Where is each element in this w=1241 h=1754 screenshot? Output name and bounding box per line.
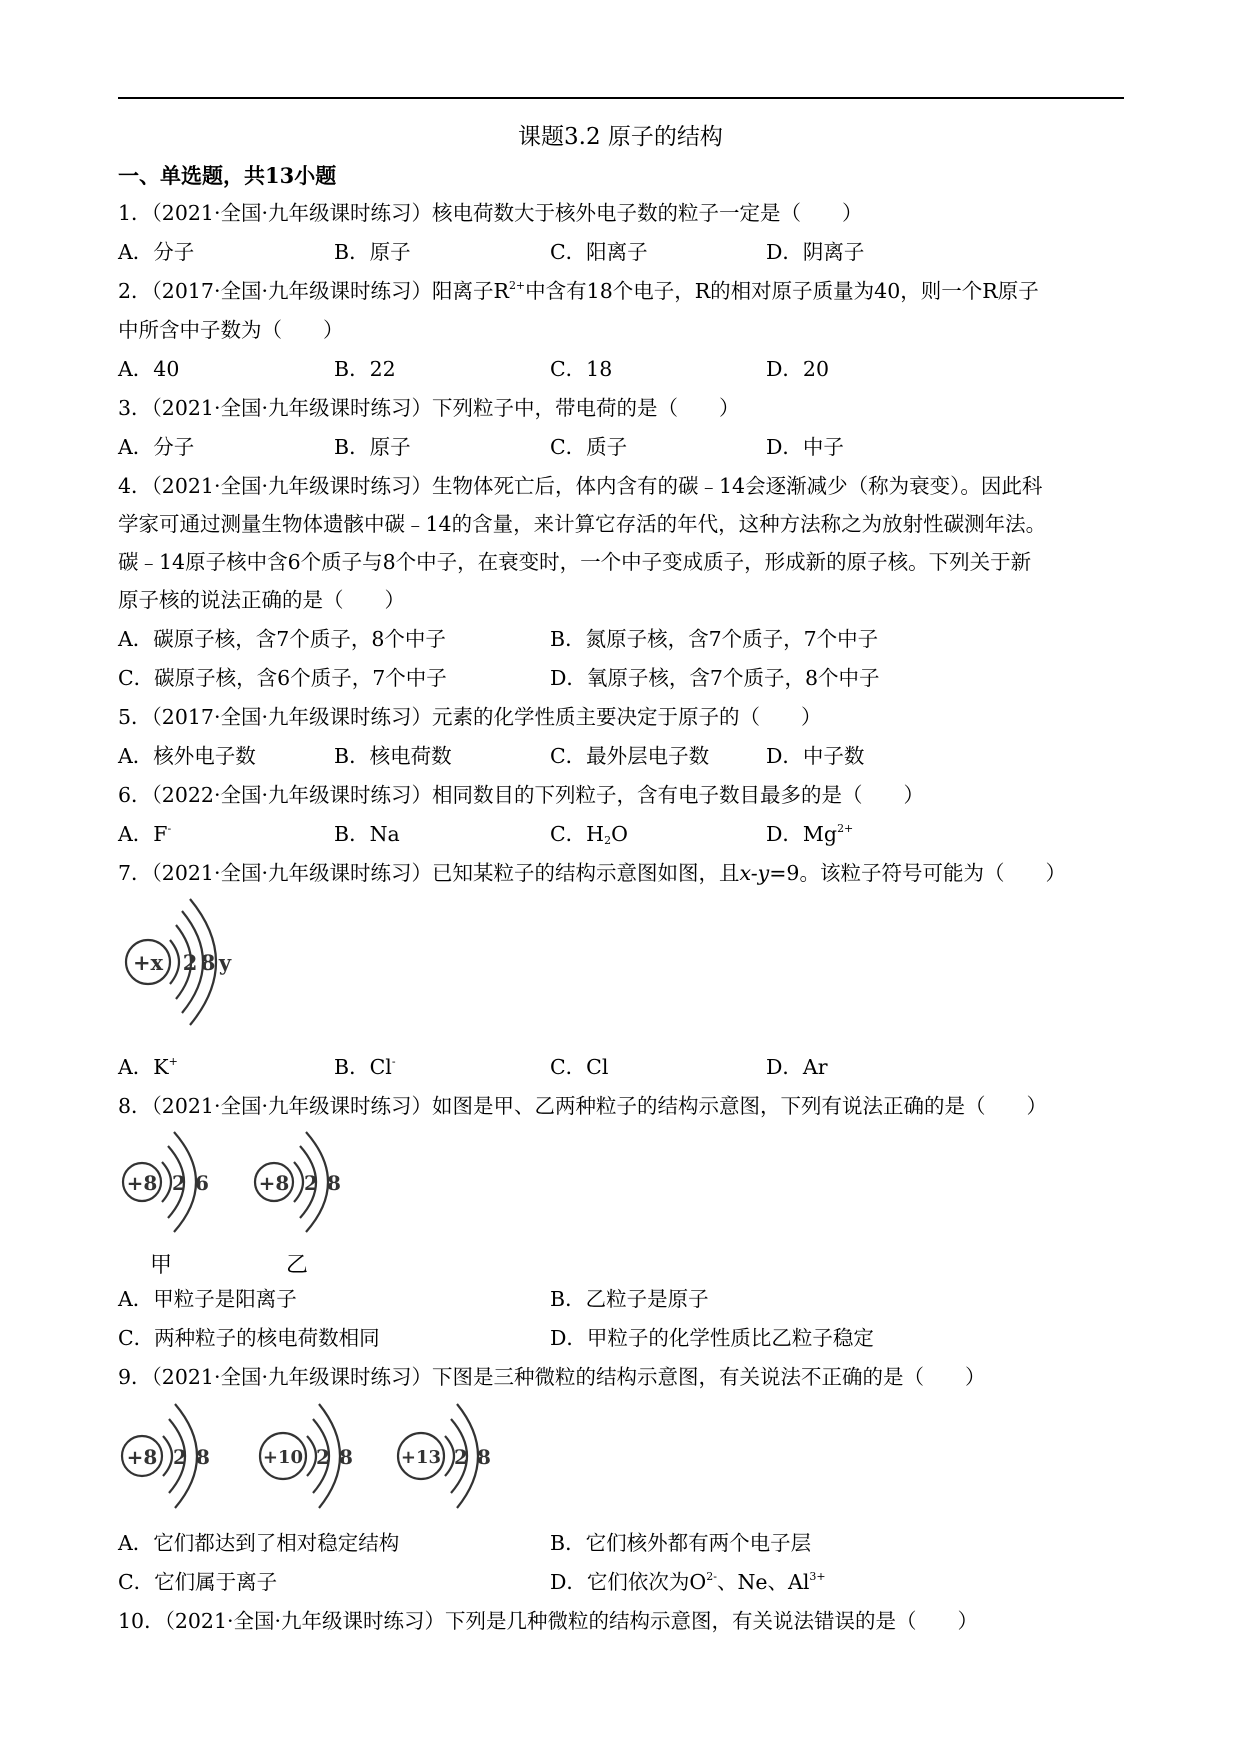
shell-arc <box>163 1436 172 1476</box>
q8-fig2-shell-1: 2 <box>304 1171 318 1195</box>
q2-option-d: D．20 <box>766 357 830 381</box>
q3-option-a: A．分子 <box>118 435 195 459</box>
q7-option-c: C．Cl <box>550 1055 609 1079</box>
question-2-stem: 2．（2017·全国·九年级课时练习）阳离子$R^{2+}$中含有18个电子，R的相对原子质量为40，则一个R原子 <box>118 279 1039 303</box>
question-4-line-4: 原子核的说法正确的是（ ） <box>118 588 405 612</box>
q7-option-a: A．K+ <box>118 1055 178 1079</box>
q5-option-c: C．最外层电子数 <box>550 744 710 768</box>
q3-option-b: B．原子 <box>334 435 411 459</box>
q2-option-b: B．22 <box>334 357 396 381</box>
q5-option-d: D．中子数 <box>766 744 865 768</box>
q3-option-d: D．中子 <box>766 435 844 459</box>
question-8-stem: 8．（2021·全国·九年级课时练习）如图是甲、乙两种粒子的结构示意图，下列有说法正确的是（ ） <box>118 1094 1047 1118</box>
q8-atom-diagram-yi <box>250 1128 350 1238</box>
q9-option-c: C．它们属于离子 <box>118 1570 278 1594</box>
q9-atom-diagram-1 <box>118 1400 218 1512</box>
q6-option-c: C．$H_2O$ <box>550 822 628 847</box>
q7-option-b: B．Cl- <box>334 1055 396 1079</box>
q4-option-a: A．碳原子核，含7个质子，8个中子 <box>118 627 446 651</box>
q8-fig2-shell-2: 8 <box>327 1171 341 1195</box>
q5-option-a: A．核外电子数 <box>118 744 256 768</box>
q8-option-a: A．甲粒子是阳离子 <box>118 1287 297 1311</box>
question-3-stem: 3．（2021·全国·九年级课时练习）下列粒子中，带电荷的是（ ） <box>118 396 740 420</box>
q7-shell-1: 2 <box>182 950 198 975</box>
question-5-stem: 5．（2017·全国·九年级课时练习）元素的化学性质主要决定于原子的（ ） <box>118 705 822 729</box>
q9-option-d: D．它们依次为$O^{2-}$、Ne、$Al^{3+}$ <box>550 1570 826 1594</box>
q8-label-yi: 乙 <box>286 1253 309 1278</box>
question-9-stem: 9．（2021·全国·九年级课时练习）下图是三种微粒的结构示意图，有关说法不正确的是（ ） <box>118 1365 986 1389</box>
shell-arc <box>170 940 179 984</box>
q9-atom-diagram-3 <box>394 1400 500 1512</box>
q9-fig2-shell-1: 2 <box>316 1445 330 1469</box>
q7-atom-diagram <box>118 895 248 1035</box>
q9-atom-diagram-2 <box>256 1400 362 1512</box>
q9-fig2-nucleus: +10 <box>262 1447 304 1468</box>
q9-fig3-shell-1: 2 <box>454 1445 468 1469</box>
q7-option-d: D．Ar <box>766 1055 828 1079</box>
q9-fig1-shell-1: 2 <box>173 1445 187 1469</box>
q9-fig3-shell-2: 8 <box>477 1445 491 1469</box>
q8-label-jia: 甲 <box>150 1253 173 1278</box>
q7-shell-3: y <box>218 950 232 975</box>
q7-shell-2: 8 <box>200 950 216 975</box>
q6-option-d: D．$Mg^{2+}$ <box>766 822 854 846</box>
q6-option-b: B．Na <box>334 822 400 846</box>
question-7-stem: 7．（2021·全国·九年级课时练习）已知某粒子的结构示意图如图，且x-y=9。该粒子符号可能为（ ） <box>118 861 1066 885</box>
shell-arc <box>445 1436 454 1476</box>
question-4-line-3: 碳﹣14原子核中含6个质子与8个中子，在衰变时，一个中子变成质子，形成新的原子核。下列关于新 <box>118 550 1032 574</box>
q8-option-c: C．两种粒子的核电荷数相同 <box>118 1326 380 1350</box>
q8-option-d: D．甲粒子的化学性质比乙粒子稳定 <box>550 1326 874 1350</box>
question-6-stem: 6．（2022·全国·九年级课时练习）相同数目的下列粒子，含有电子数目最多的是（ ） <box>118 783 924 807</box>
question-4-line-1: 4．（2021·全国·九年级课时练习）生物体死亡后，体内含有的碳﹣14会逐渐减少（称为衰变）。因此科 <box>118 474 1043 498</box>
q8-option-b: B．乙粒子是原子 <box>550 1287 709 1311</box>
section-heading: 一、单选题，共13小题 <box>118 163 337 188</box>
q9-fig3-nucleus: +13 <box>400 1447 442 1468</box>
page-title: 课题3.2 原子的结构 <box>518 124 723 150</box>
q4-option-b: B．氮原子核，含7个质子，7个中子 <box>550 627 879 651</box>
question-4-line-2: 学家可通过测量生物体遗骸中碳﹣14的含量，来计算它存活的年代，这种方法称之为放射性碳测年法。 <box>118 512 1047 536</box>
q2-option-c: C．18 <box>550 357 613 381</box>
q1-option-c: C．阳离子 <box>550 240 648 264</box>
q2-option-a: A．40 <box>118 357 180 381</box>
shell-arc <box>294 1162 303 1202</box>
q9-option-a: A．它们都达到了相对稳定结构 <box>118 1531 400 1555</box>
q1-option-a: A．分子 <box>118 240 195 264</box>
q6-option-a: A．F- <box>118 822 172 846</box>
q4-option-d: D．氧原子核，含7个质子，8个中子 <box>550 666 880 690</box>
q5-option-b: B．核电荷数 <box>334 744 452 768</box>
q9-fig1-nucleus: +8 <box>126 1445 158 1469</box>
q1-option-b: B．原子 <box>334 240 411 264</box>
question-1-stem: 1．（2021·全国·九年级课时练习）核电荷数大于核外电子数的粒子一定是（ ） <box>118 201 863 225</box>
shell-arc <box>162 1162 171 1202</box>
q8-fig2-nucleus: +8 <box>258 1171 290 1195</box>
q8-fig1-shell-1: 2 <box>172 1171 186 1195</box>
q7-nucleus: +x <box>132 950 164 975</box>
q8-fig1-nucleus: +8 <box>126 1171 158 1195</box>
shell-arc <box>307 1436 316 1476</box>
q3-option-c: C．质子 <box>550 435 628 459</box>
q9-fig1-shell-2: 8 <box>196 1445 210 1469</box>
question-2-stem-cont: 中所含中子数为（ ） <box>118 318 344 342</box>
question-10-stem: 10．（2021·全国·九年级课时练习）下列是几种微粒的结构示意图，有关说法错误的是（ ） <box>118 1609 979 1633</box>
q8-fig1-shell-2: 6 <box>195 1171 209 1195</box>
q8-atom-diagram-jia <box>118 1128 218 1238</box>
header-rule <box>118 97 1124 99</box>
q1-option-d: D．阴离子 <box>766 240 865 264</box>
q9-fig2-shell-2: 8 <box>339 1445 353 1469</box>
q9-option-b: B．它们核外都有两个电子层 <box>550 1531 812 1555</box>
q4-option-c: C．碳原子核，含6个质子，7个中子 <box>118 666 447 690</box>
